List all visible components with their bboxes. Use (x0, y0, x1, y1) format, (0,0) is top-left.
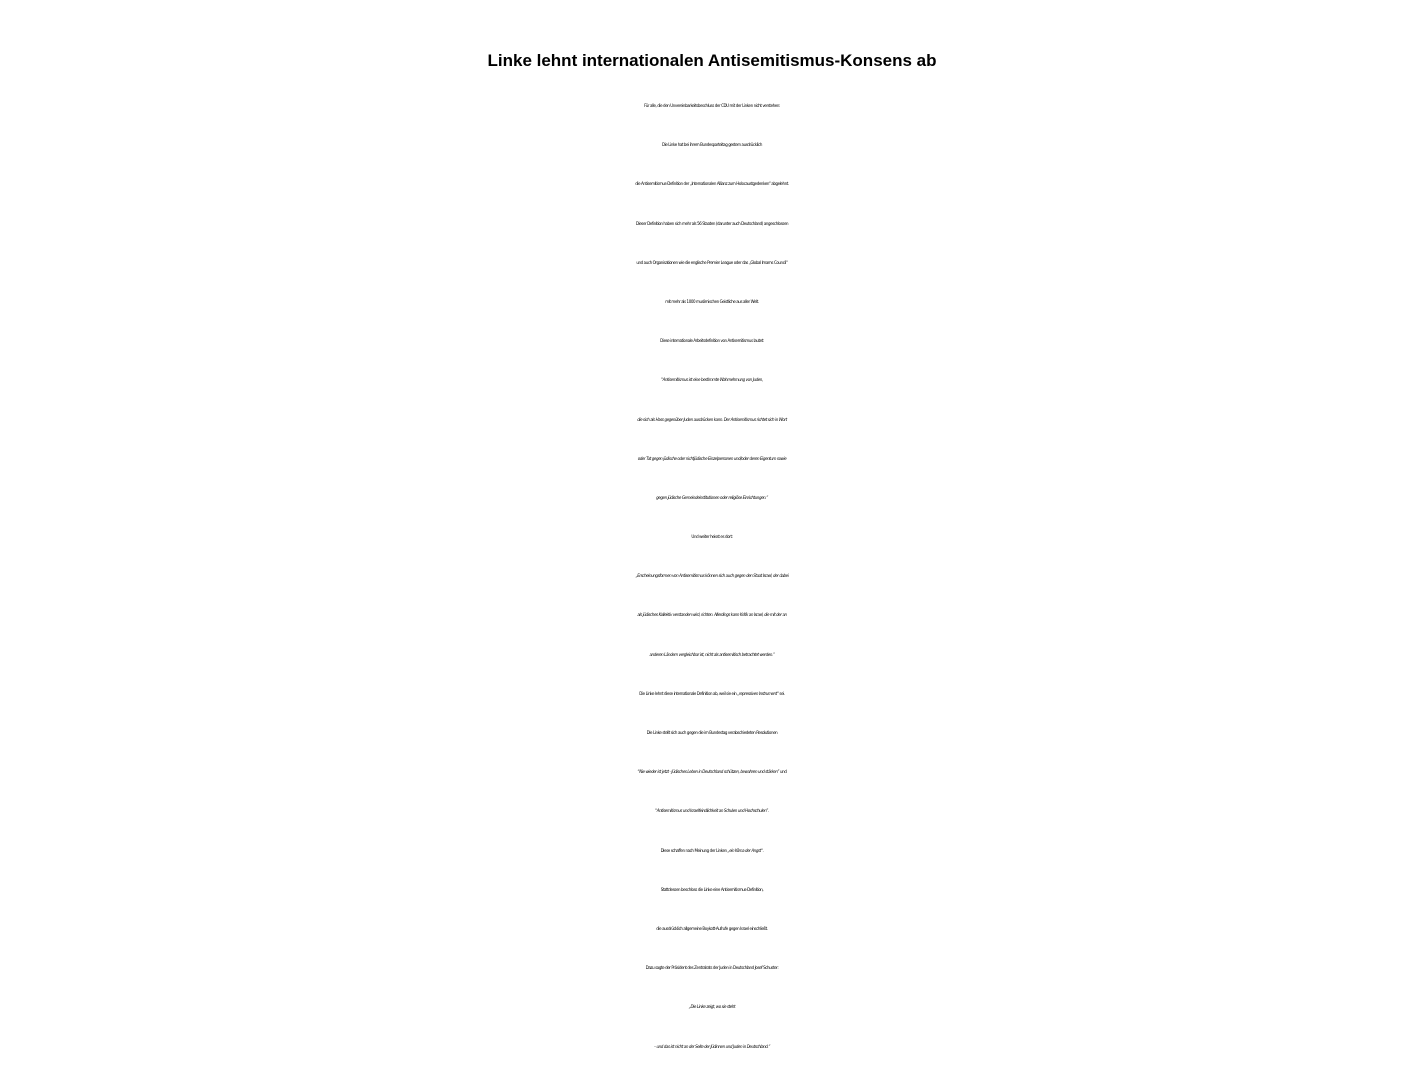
body-text-segment: ”. (766, 808, 769, 814)
quote-mark: “ (655, 808, 657, 814)
quote-text: Antisemitismus ist eine bestimmte Wahrnehmung von Juden, (662, 377, 763, 383)
byline (0, 12, 1424, 38)
body-text-segment: “. (760, 847, 764, 853)
body-line: und auch Organisationen wie die englische Premier League oder das „Global Imams Council“ (636, 259, 788, 265)
body-line (0, 791, 1424, 830)
resolution-title: Antisemitismus und Israelfeindlichkeit an Schulen und Hochschulen (656, 808, 767, 814)
quote-line: – und das ist nicht an der Seite der Jüdinnen und Juden in Deutschland.“ (654, 1043, 770, 1049)
body-text-segment: Die Linke lehnt diese internationale Definition ab, weil sie ein (639, 690, 738, 696)
body-line (0, 752, 1424, 791)
body-line: Und weiter heisst es dort: (691, 534, 733, 540)
body-text-segment: “ sei. (776, 690, 785, 696)
body-line: Die Linke stellt sich auch gegen die im Bundestag verabschiedeten Resolutionen (646, 730, 778, 735)
body-line: Diese internationale Arbeitsdefinition von Antisemitismus lautet: (660, 338, 764, 344)
quote-mark: " (661, 377, 663, 383)
quote-mark: “ (637, 769, 640, 775)
body-line (0, 831, 1424, 870)
quote-line: gegen jüdische Gemeindeinstitutionen oder religiöse Einrichtungen.“ (656, 494, 768, 500)
quoted-phrase: „ein Klima der Angst (727, 847, 761, 853)
body-line: Dieser Definition haben sich mehr als 56 Staaten (darunter auch Deutschland) angeschlossen (635, 220, 789, 226)
body-line: die ausdrücklich allgemeine Boykott-Aufrufe gegen Israel einschließt. (656, 925, 768, 931)
quote-line: als jüdisches Kollektiv verstanden wird, richten. Allerdings kann Kritik an Israel, die mit der an (637, 612, 787, 618)
page-title: Linke lehnt internationalen Antisemitismus-Konsens ab (487, 51, 937, 70)
resolution-title: Nie wieder ist jetzt - Jüdisches Leben in Deutschland schützen, bewahren und stärken (639, 769, 778, 775)
quoted-phrase: „repressiven Instrument (737, 690, 777, 696)
body-text-segment: Diese schaffen nach Meinung der Linken (660, 847, 728, 853)
quote-line: anderen Ländern vergleichbar ist, nicht als antisemitisch betrachtet werden.“ (649, 651, 775, 657)
quote-line: „Erscheinungsformen von Antisemitismus können sich auch gegen den Staat Israel, der dabei (635, 573, 789, 579)
body-line: Die Linke hat bei ihrem Bundesparteitag gestern ausdrücklich (661, 142, 762, 148)
body-line: mit mehr als 1000 muslimischen Geistliche aus aller Welt. (665, 298, 759, 304)
quote-line: oder Tat gegen jüdische oder nichtjüdische Einzelpersonen und/oder deren Eigentum sowie (637, 455, 787, 461)
quote-line (0, 360, 1424, 399)
body-line: Für alle, die den Unvereinbarkeitsbeschluss der CDU mit der Linken nicht verstehen: (644, 103, 780, 108)
body-line: die Antisemitismus-Definition der „Internationalen Allianz zum Holocaustgedenken“ abgelehnt. (635, 181, 789, 187)
body-line: Dazu sagte der Präsident des Zentralrats der Juden in Deutschland Josef Schuster: (645, 965, 779, 971)
quote-line: „Die Linke zeigt, wo sie steht (688, 1004, 736, 1010)
quote-line: die sich als Hass gegenüber Juden ausdrücken kann. Der Antisemitismus richtet sich in Wort (637, 416, 787, 422)
article-body (0, 86, 1424, 1066)
body-line (0, 674, 1424, 713)
body-line: Stattdessen beschloss die Linke eine Antisemitismus-Definition, (660, 886, 764, 892)
body-text-segment: ” und (777, 769, 787, 775)
